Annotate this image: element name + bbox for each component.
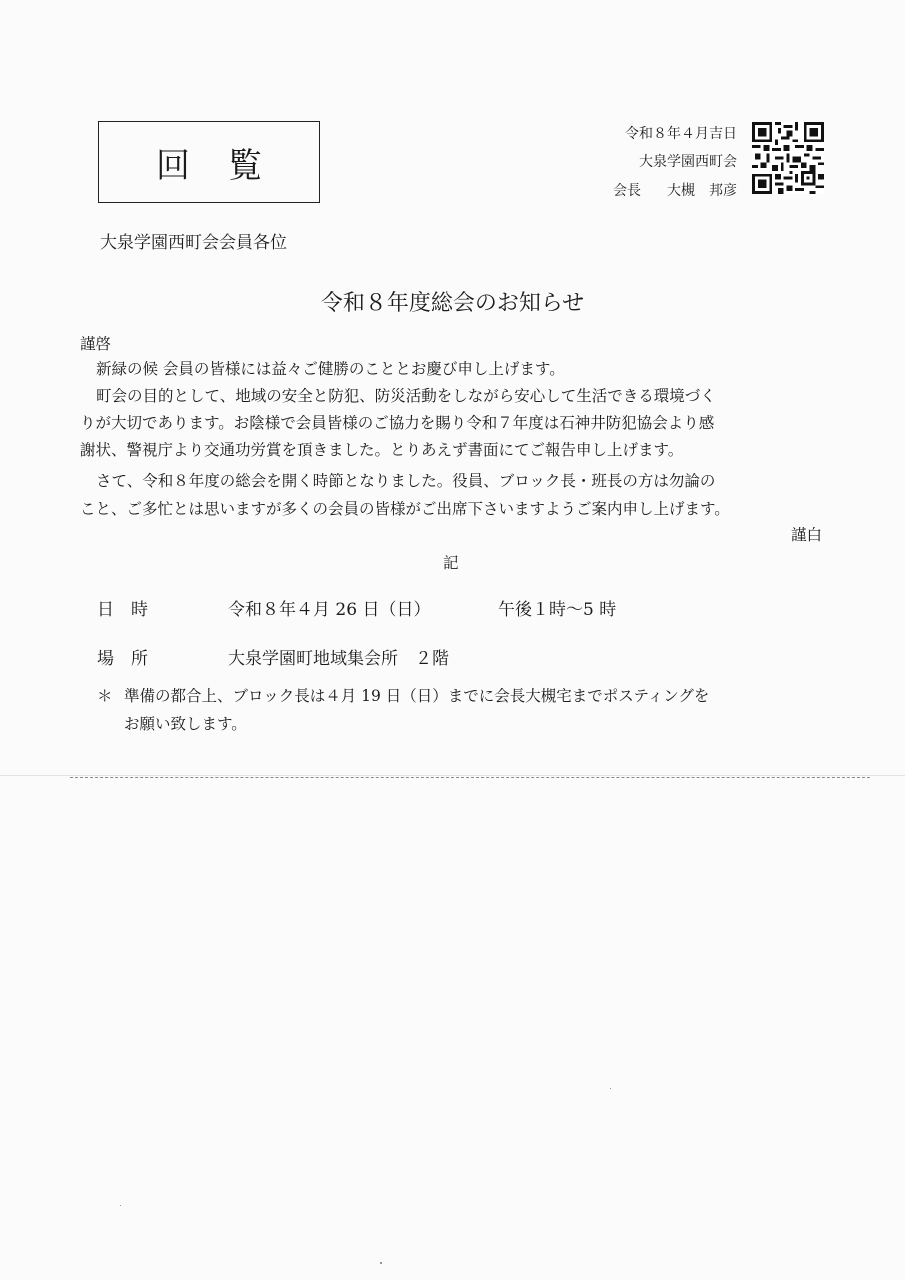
note-line: お願い致します。 (124, 715, 247, 733)
body-line: 謝状、警視庁より交通功労賞を頂きました。とりあえず書面にてご報告申し上げます。 (80, 441, 684, 459)
body-line: りが大切であります。お陰様で会員皆様のご協力を賜り令和７年度は石神井防犯協会より感 (80, 414, 715, 432)
body-line: さて、令和８年度の総会を開く時節となりました。役員、ブロック長・班長の方は勿論の (96, 472, 716, 490)
opening-salutation: 謹啓 (80, 335, 112, 353)
scan-speck (120, 1205, 121, 1206)
chair-signature (613, 180, 737, 200)
scan-speck (610, 1088, 611, 1089)
body-line: 町会の目的として、地域の安全と防犯、防災活動をしながら安心して生活できる環境づく (96, 387, 716, 405)
kairan-label: 回覧 (156, 145, 300, 186)
note-line: 準備の都合上、ブロック長は４月 19 日（日）までに会長大槻宅までポスティングを (124, 687, 710, 705)
kairan-stamp-box (98, 121, 320, 203)
addressee: 大泉学園西町会会員各位 (100, 233, 287, 253)
chair-title: 会長 (613, 183, 641, 199)
closing-salutation: 謹白 (790, 526, 822, 544)
scan-speck (380, 1262, 382, 1264)
ki-heading: 記 (443, 554, 459, 572)
chair-name: 大槻 邦彦 (667, 183, 737, 199)
note-mark: ＊ (97, 687, 113, 705)
datetime-time: 午後１時～5 時 (498, 600, 617, 620)
place-label: 場 所 (97, 649, 148, 669)
cut-line (70, 777, 870, 778)
body-line: 新緑の候 会員の皆様には益々ご健勝のこととお慶び申し上げます。 (96, 360, 565, 378)
organization-name: 大泉学園西町会 (639, 154, 737, 170)
document-title: 令和８年度総会のお知らせ (320, 291, 585, 316)
body-line: こと、ご多忙とは思いますが多くの会員の皆様がご出席下さいますようご案内申し上げます。 (80, 500, 730, 518)
qr-code-icon (752, 122, 824, 194)
datetime-date: 令和８年４月 26 日（日） (228, 600, 431, 620)
paper-fold-edge (0, 775, 905, 776)
datetime-label: 日 時 (97, 600, 148, 620)
issue-date: 令和８年４月吉日 (625, 126, 737, 142)
place-value: 大泉学園町地域集会所 ２階 (228, 649, 449, 669)
